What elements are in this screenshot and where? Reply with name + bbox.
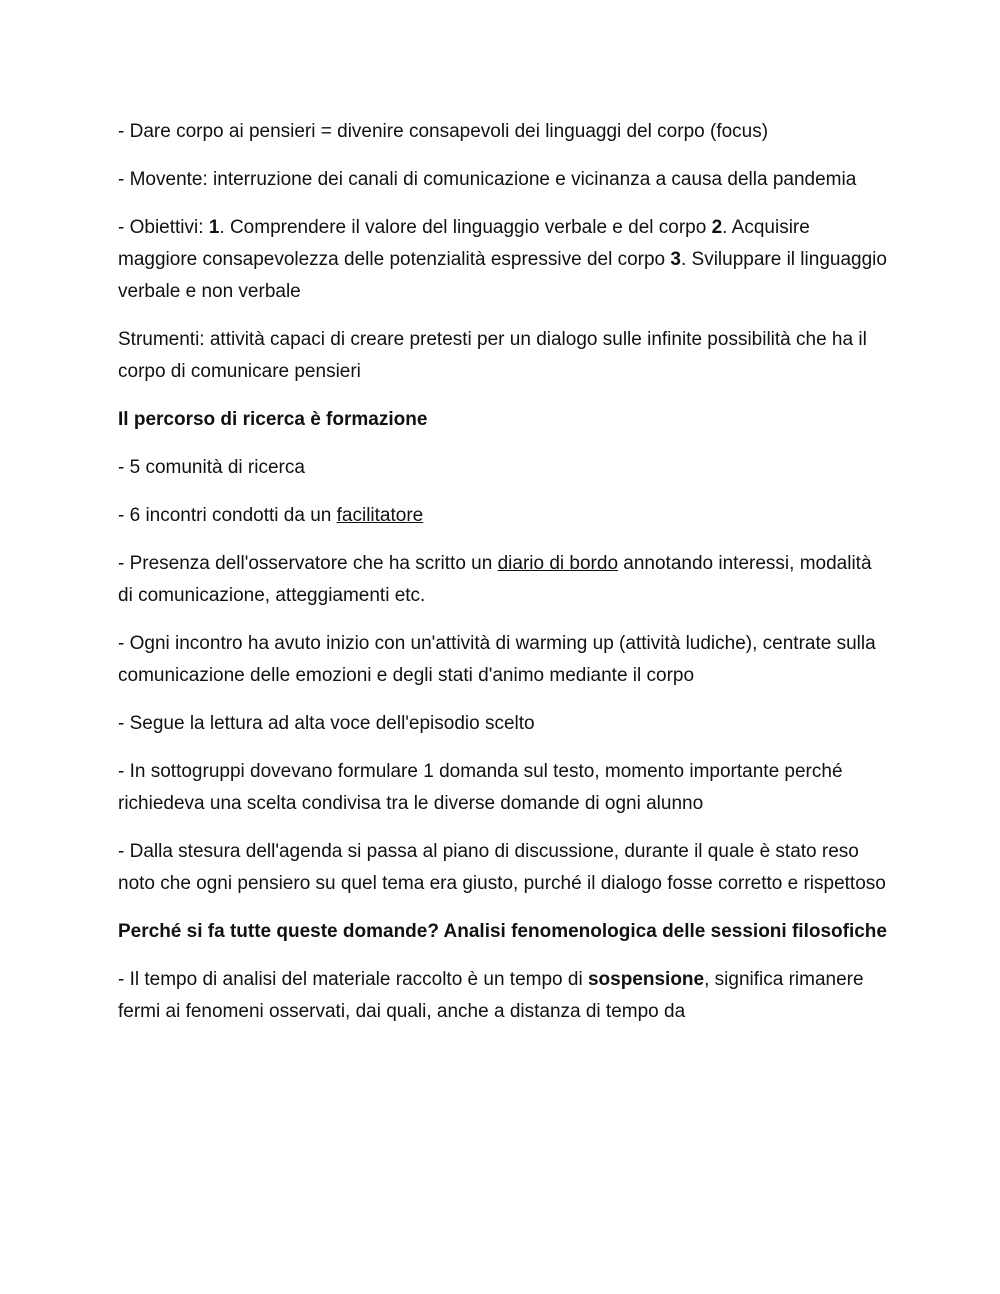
sospensione-text-a: - Il tempo di analisi del materiale raccolto è un tempo di	[118, 969, 588, 990]
sospensione-text-c: , significa rimanere fermi ai fenomeni osservati, dai quali, anche a distanza di tempo da	[118, 969, 864, 1022]
paragraph-comunita: - 5 comunità di ricerca	[118, 457, 305, 478]
paragraph-lettura: - Segue la lettura ad alta voce dell'episodio scelto	[118, 713, 535, 734]
paragraph-movente: - Movente: interruzione dei canali di comunicazione e vicinanza a causa della pandemia	[118, 169, 857, 190]
sospensione-bold: sospensione	[587, 969, 705, 990]
paragraph-agenda: - Dalla stesura dell'agenda si passa al piano di discussione, durante il quale è stato reso noto che ogni pensiero su quel tema era giusto, purché il dialogo fosse corretto e rispettoso	[118, 841, 886, 894]
obiettivi-number-1: 1	[208, 217, 220, 238]
obiettivi-text-c: . Acquisire maggiore consapevolezza delle potenzialità espressive del corpo	[118, 217, 810, 270]
heading-percorso-text: Il percorso di ricerca è formazione	[118, 409, 428, 430]
paragraph-warming-up: - Ogni incontro ha avuto inizio con un'attività di warming up (attività ludiche), centrate sulla comunicazione delle emozioni e degli stati d'animo mediante il corpo	[118, 633, 876, 686]
diario-di-bordo-underlined: diario di bordo	[497, 553, 619, 574]
paragraph-strumenti: Strumenti: attività capaci di creare pretesti per un dialogo sulle infinite possibilità che ha il corpo di comunicare pensieri	[118, 329, 867, 382]
obiettivi-text-b: . Comprendere il valore del linguaggio verbale e del corpo	[219, 217, 712, 238]
osservatore-text-a: - Presenza dell'osservatore che ha scritto un	[118, 553, 498, 574]
paragraph-incontri	[118, 500, 888, 532]
heading-analisi	[118, 916, 888, 948]
facilitatore-underlined: facilitatore	[336, 505, 424, 526]
paragraph-obiettivi	[118, 212, 888, 308]
obiettivi-number-2: 2	[711, 217, 723, 238]
paragraph-osservatore	[118, 548, 888, 612]
obiettivi-text-a: - Obiettivi:	[118, 217, 209, 238]
heading-percorso	[118, 404, 888, 436]
obiettivi-number-3: 3	[670, 249, 681, 270]
paragraph-sospensione	[118, 964, 888, 1028]
incontri-text: - 6 incontri condotti da un	[118, 505, 337, 526]
obiettivi-text-d: . Sviluppare il linguaggio verbale e non verbale	[118, 249, 887, 302]
document-page	[118, 116, 888, 1044]
osservatore-text-b: annotando interessi, modalità di comunicazione, atteggiamenti etc.	[118, 553, 872, 606]
heading-analisi-text: Perché si fa tutte queste domande? Analisi fenomenologica delle sessioni filosofiche	[118, 921, 887, 942]
paragraph-sottogruppi: - In sottogruppi dovevano formulare 1 domanda sul testo, momento importante perché richiedeva una scelta condivisa tra le diverse domande di ogni alunno	[118, 761, 843, 814]
paragraph-focus: - Dare corpo ai pensieri = divenire consapevoli dei linguaggi del corpo (focus)	[118, 121, 769, 142]
